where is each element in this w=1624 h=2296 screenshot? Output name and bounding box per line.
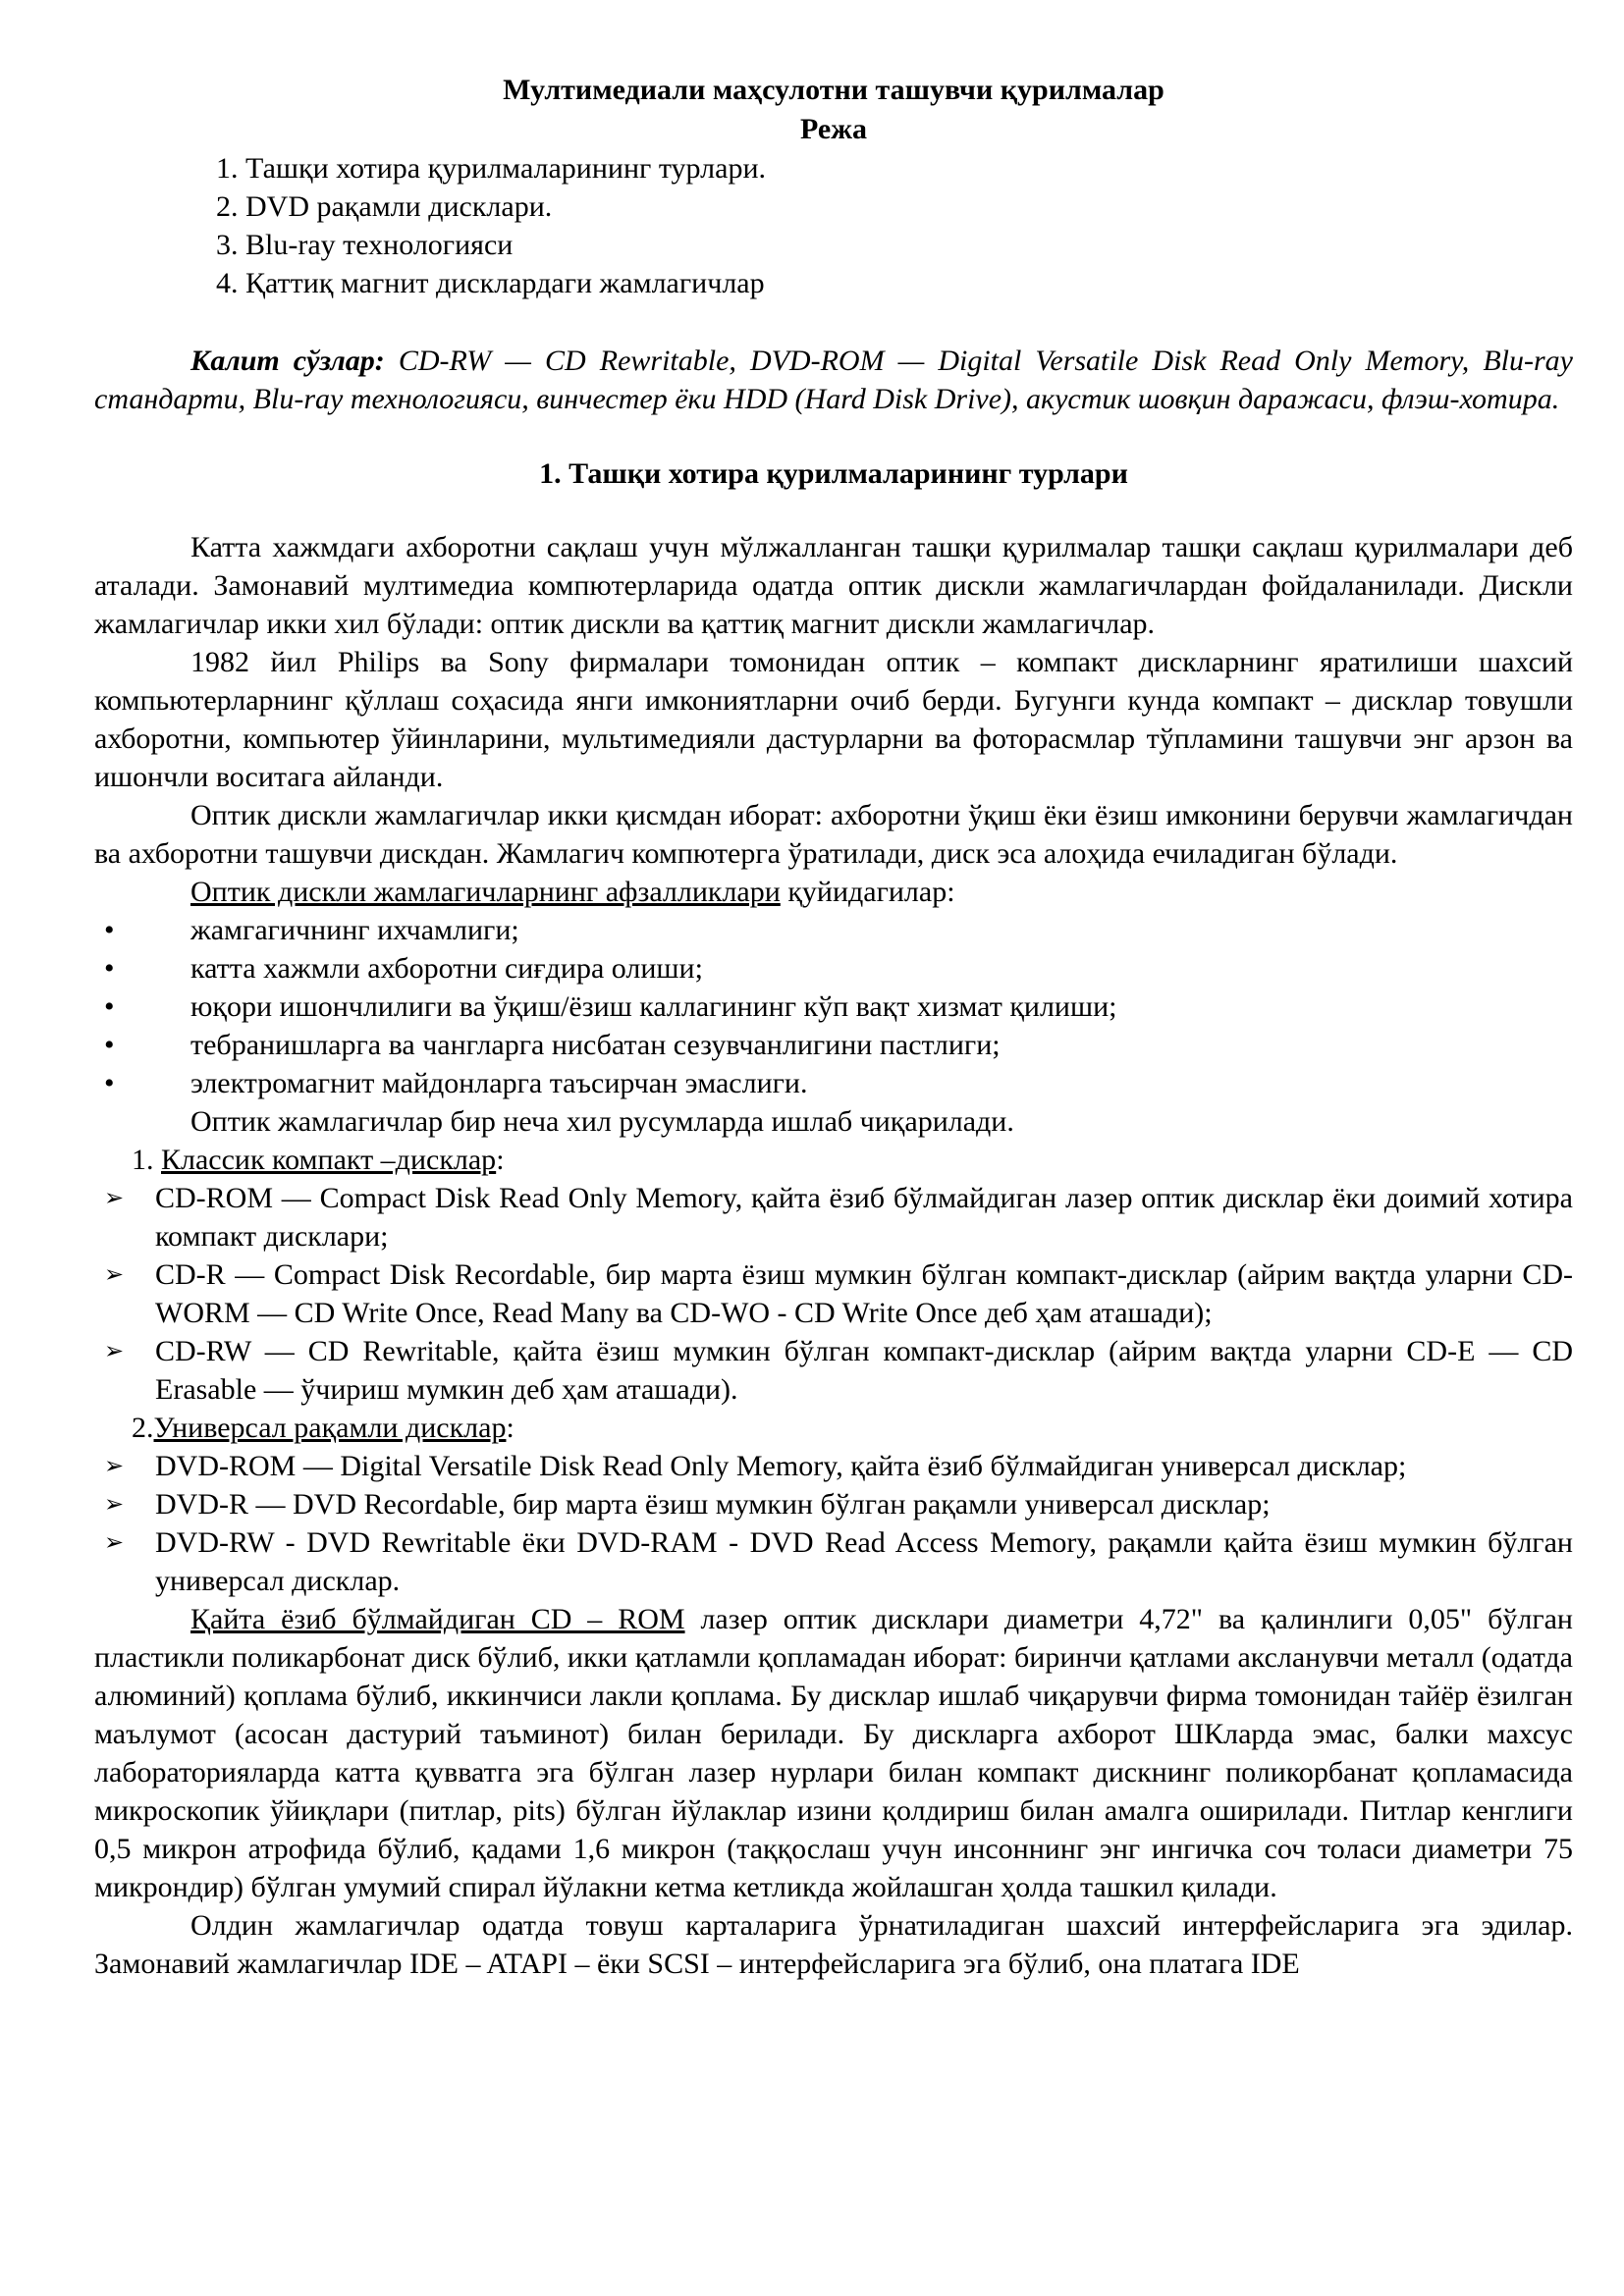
list-item (94, 949, 1573, 988)
underlined-term: Қайта ёзиб бўлмайдиган CD – ROM (190, 1603, 685, 1635)
paragraph: 1982 йил Philips ва Sony фирмалари томонидан оптик – компакт дискларнинг яратилиши шахсий компьютерларнинг қўллаш соҳасида янги имкониятларни очиб берди. Бугунги кунда компакт – дисклар товушли ахборотни, компьютер ўйинларини, мультимедияли дастурларни ва фоторасмлар тўпламини ташувчи энг арзон ва ишончли воситага айланди. (94, 646, 1573, 793)
document-title: Мултимедиали маҳсулотни ташувчи қурилмалар (503, 74, 1164, 106)
classic-discs-label (94, 1141, 1573, 1179)
plan-title: Режа (800, 113, 867, 145)
arrow-bullet-icon: ➢ (104, 1528, 125, 1556)
list-number: 2. (132, 1412, 154, 1444)
plan-item: 3. Blu-ray технологияси (216, 229, 514, 261)
bullet-icon: • (104, 914, 115, 946)
list-item-text: электромагнит майдонларга таъсирчан эмаслиги. (190, 1067, 808, 1099)
paragraph: Оптик жамлагичлар бир неча хил русумларда ишлаб чиқарилади. (190, 1105, 1014, 1138)
keywords-paragraph (94, 342, 1573, 418)
paragraph-text: лазер оптик дисклари диаметри 4,72" ва қалинлиги 0,05" бўлган пластикли поликарбонат диск бўлиб, икки қатламли қопламадан иборат: биринчи қатлами акслaнувчи металл (одатда алюминий) қоплама бўлиб, иккинчиси лакли қоплама. Бу дисклар ишлаб чиқарувчи фирма томонидан тайёр ёзилган маълумот (асосан дастурий таъминот) билан берилади. Бу дискларга ахборот ШКларда эмас, балки махсус лабораторияларда катта қувватга эга бўлган лазер нурлари билан компакт дискнинг поликорбанат қопламасида микроскопик ўйиқлари (питлар, pits) бўлган йўлаклар изини қолдириш билан амалга оширилади. Питлар кенглиги 0,5 микрон атрофида бўлиб, қадами 1,6 микрон (таққослаш учун инсоннинг энг ингичка соч толаси диаметри 75 микрондир) бўлган умумий спирал йўлакни кетма кетликда жойлашган ҳолда ташкил қилади. (94, 1603, 1573, 1903)
underlined-term: Классик компакт –дисклар (161, 1144, 497, 1176)
list-item-text: DVD-RW - DVD Rewritable ёки DVD-RAM - DVD Read Access Memory, рақамли қайта ёзиш мумкин бўлган универсал дисклар. (155, 1526, 1573, 1597)
list-item (94, 1485, 1573, 1523)
underlined-term: Универсал рақамли дисклар (153, 1412, 507, 1444)
paragraph: Оптик дискли жамлагичлар икки қисмдан иборат: ахборотни ўқиш ёки ёзиш имконини берувчи жамлагичдан ва ахборотни ташувчи дискдан. Жамлагич компютерга ўратилади, диск эса алоҳида ечиладиган бўлади. (94, 799, 1573, 870)
arrow-bullet-icon: ➢ (104, 1452, 125, 1479)
list-item (94, 911, 1573, 949)
paragraph: Олдин жамлагичлар одатда товуш карталарига ўрнатиладиган шахсий интерфейсларига эга эдилар. Замонавий жамлагичлар IDE – ATAPI – ёки SCSI – интерфейсларига эга бўлиб, она платага IDE (94, 1909, 1573, 1980)
bullet-icon: • (104, 990, 115, 1023)
bullet-icon: • (104, 952, 115, 985)
list-item (94, 1064, 1573, 1102)
paragraph-text: қуйидагилар: (780, 876, 955, 908)
colon: : (506, 1412, 514, 1444)
underlined-term: Оптик дискли жамлагичларнинг афзалликлари (190, 876, 781, 908)
list-item-text: катта хажмли ахборотни сиғдира олиши; (190, 952, 703, 985)
list-number: 1. (132, 1144, 161, 1176)
list-item (94, 1179, 1573, 1255)
universal-discs-list (94, 1447, 1573, 1600)
plan-item: 1. Ташқи хотира қурилмаларининг турлари. (216, 152, 766, 185)
colon: : (496, 1144, 505, 1176)
bullet-icon: • (104, 1029, 115, 1061)
plan-item: 4. Қаттиқ магнит дисклардаги жамлагичлар (216, 267, 765, 299)
section-heading: 1. Ташқи хотира қурилмаларининг турлари (539, 457, 1128, 490)
list-item-text: жамгагичнинг ихчамлиги; (190, 914, 519, 946)
classic-discs-list (94, 1179, 1573, 1409)
plan-list (216, 149, 1573, 302)
list-item-text: CD-R — Compact Disk Recordable, бир марта ёзиш мумкин бўлган компакт-дисклар (айрим вақтда уларни CD-WORM — CD Write Once, Read Many ва CD-WO - CD Write Once деб ҳам аташади); (155, 1258, 1573, 1329)
list-item-text: юқори ишончлилиги ва ўқиш/ёзиш каллагининг кўп вақт хизмат қилиши; (190, 990, 1117, 1023)
list-item-text: CD-ROM — Compact Disk Read Only Memory, қайта ёзиб бўлмайдиган лазер оптик дисклар ёки доимий хотира компакт дисклари; (155, 1182, 1573, 1253)
list-item (94, 1447, 1573, 1485)
list-item-text: DVD-R — DVD Recordable, бир марта ёзиш мумкин бўлган рақамли универсал дисклар; (155, 1488, 1271, 1521)
paragraph (94, 873, 1573, 911)
bullet-icon: • (104, 1067, 115, 1099)
list-item (94, 988, 1573, 1026)
paragraph (94, 1600, 1573, 1906)
arrow-bullet-icon: ➢ (104, 1490, 125, 1518)
universal-discs-label (94, 1409, 1573, 1447)
list-item (94, 1332, 1573, 1409)
arrow-bullet-icon: ➢ (104, 1260, 125, 1288)
list-item (94, 1523, 1573, 1600)
advantages-list (94, 911, 1573, 1102)
list-item (94, 1255, 1573, 1332)
keywords-label: Калит сўзлар: (190, 345, 385, 377)
plan-item: 2. DVD рақамли дисклари. (216, 190, 553, 223)
list-item-text: DVD-ROM — Digital Versatile Disk Read Only Memory, қайта ёзиб бўлмайдиган универсал дисклар; (155, 1450, 1407, 1482)
list-item (94, 1026, 1573, 1064)
arrow-bullet-icon: ➢ (104, 1184, 125, 1211)
keywords-text: CD-RW — CD Rewritable, DVD-ROM — Digital Versatile Disk Read Only Memory, Blu-ray стандарти, Blu-ray технологияси, винчестер ёки HDD (Hard Disk Drive), акустик шовқин даражаси, флэш-хотира. (94, 345, 1573, 415)
arrow-bullet-icon: ➢ (104, 1337, 125, 1364)
list-item-text: тебранишларга ва чангларга нисбатан сезувчанлигини пастлиги; (190, 1029, 1001, 1061)
document-page (94, 71, 1573, 1983)
list-item-text: CD-RW — CD Rewritable, қайта ёзиш мумкин бўлган компакт-дисклар (айрим вақтда уларни CD-E — CD Erasable — ўчириш мумкин деб ҳам аташади). (155, 1335, 1573, 1406)
paragraph: Катта хажмдаги ахборотни сақлаш учун мўлжалланган ташқи қурилмалар ташқи сақлаш қурилмалари деб аталади. Замонавий мултимедиа компютерларида одатда оптик дискли жамлагичлардан фойдаланилади. Дискли жамлагичлар икки хил бўлади: оптик дискли ва қаттиқ магнит дискли жамлагичлар. (94, 531, 1573, 640)
